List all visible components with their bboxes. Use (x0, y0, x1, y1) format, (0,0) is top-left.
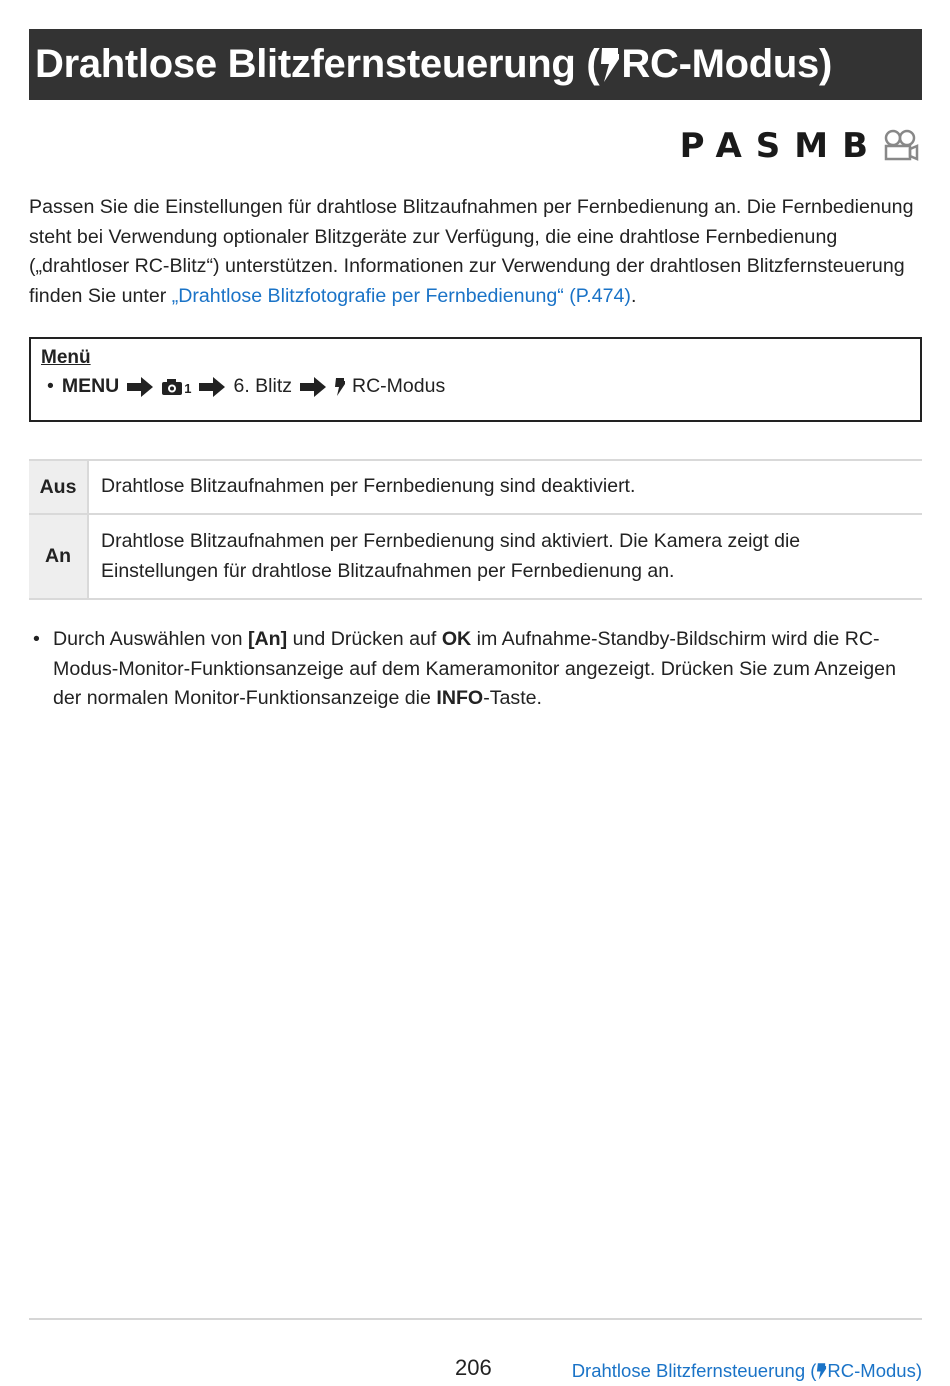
menu-box (29, 337, 922, 422)
page-number: 206 (455, 1355, 492, 1380)
note-bold-ok: OK (441, 628, 472, 650)
option-key: Aus (29, 460, 88, 514)
note-bold-info: INFO (436, 687, 484, 710)
note-text-part: -Taste. (483, 687, 542, 710)
option-description: Drahtlose Blitzaufnahmen per Fernbedienung sind aktiviert. Die Kamera zeigt die Einstellungen für drahtlose Blitzaufnahmen per Fernbedienung an. (88, 514, 922, 599)
table-row (29, 514, 922, 599)
table-row (29, 460, 922, 514)
note-bold-an: [An] (247, 628, 288, 650)
intro-paragraph (29, 193, 922, 311)
menu-step-rc (334, 375, 445, 398)
note-item (33, 625, 913, 714)
menu-heading: Menü (41, 347, 91, 368)
menu-bullet: • (47, 375, 54, 397)
mode-letters: PASMB (679, 126, 882, 166)
note-text-part: im Aufnahme-Standby-Bildschirm wird die RC-Modus-Monitor-Funktionsanzeige auf dem Kameramonitor angezeigt. Drücken Sie zum Anzeigen der normalen Monitor-Funktionsanzeige die (53, 628, 896, 710)
page-title (29, 29, 922, 100)
flash-icon (599, 46, 621, 84)
option-description: Drahtlose Blitzaufnahmen per Fernbedienung sind deaktiviert. (88, 460, 922, 514)
title-prefix: Drahtlose Blitzfernsteuerung ( (35, 42, 600, 86)
note-text-part: und Drücken auf (287, 628, 442, 650)
camera-icon (161, 378, 183, 396)
option-key: An (29, 514, 88, 599)
camera-menu-item (161, 378, 191, 396)
intro-end: . (630, 284, 637, 307)
reference-link[interactable]: „Drahtlose Blitzfotografie per Fernbedienung“ (P.474) (171, 284, 631, 307)
note-text-part: Durch Auswählen von (53, 628, 248, 650)
note-bullet: • (33, 628, 40, 650)
footer-divider (29, 1318, 922, 1320)
shooting-modes (680, 128, 920, 164)
camera-menu-number: 1 (184, 380, 192, 396)
title-suffix: RC-Modus) (621, 42, 832, 86)
footer-section-link[interactable] (572, 1360, 922, 1382)
footer-title-prefix: Drahtlose Blitzfernsteuerung ( (571, 1360, 817, 1381)
footer-title-suffix: RC-Modus) (827, 1360, 922, 1381)
movie-icon (882, 129, 920, 163)
arrow-right-icon (199, 377, 225, 397)
flash-icon (816, 1362, 827, 1381)
arrow-right-icon (127, 377, 153, 397)
options-table (29, 459, 922, 600)
menu-step-menu: MENU (61, 375, 120, 397)
intro-text: Passen Sie die Einstellungen für drahtlose Blitzaufnahmen per Fernbedienung an. Die Fernbedienung steht bei Verwendung optionaler Blitzgeräte zur Verfügung, die eine drahtlose Fernbedienung („drahtloser RC-Blitz“) unterstützen. Informationen zur Verwendung der drahtlosen Blitzfernsteuerung finden Sie unter (29, 196, 914, 307)
flash-icon (334, 377, 346, 397)
menu-step-rc-label: RC-Modus (352, 375, 446, 397)
menu-step-flash: 6. Blitz (233, 375, 293, 397)
arrow-right-icon (300, 377, 326, 397)
note-text (53, 625, 913, 714)
menu-path (41, 375, 910, 398)
